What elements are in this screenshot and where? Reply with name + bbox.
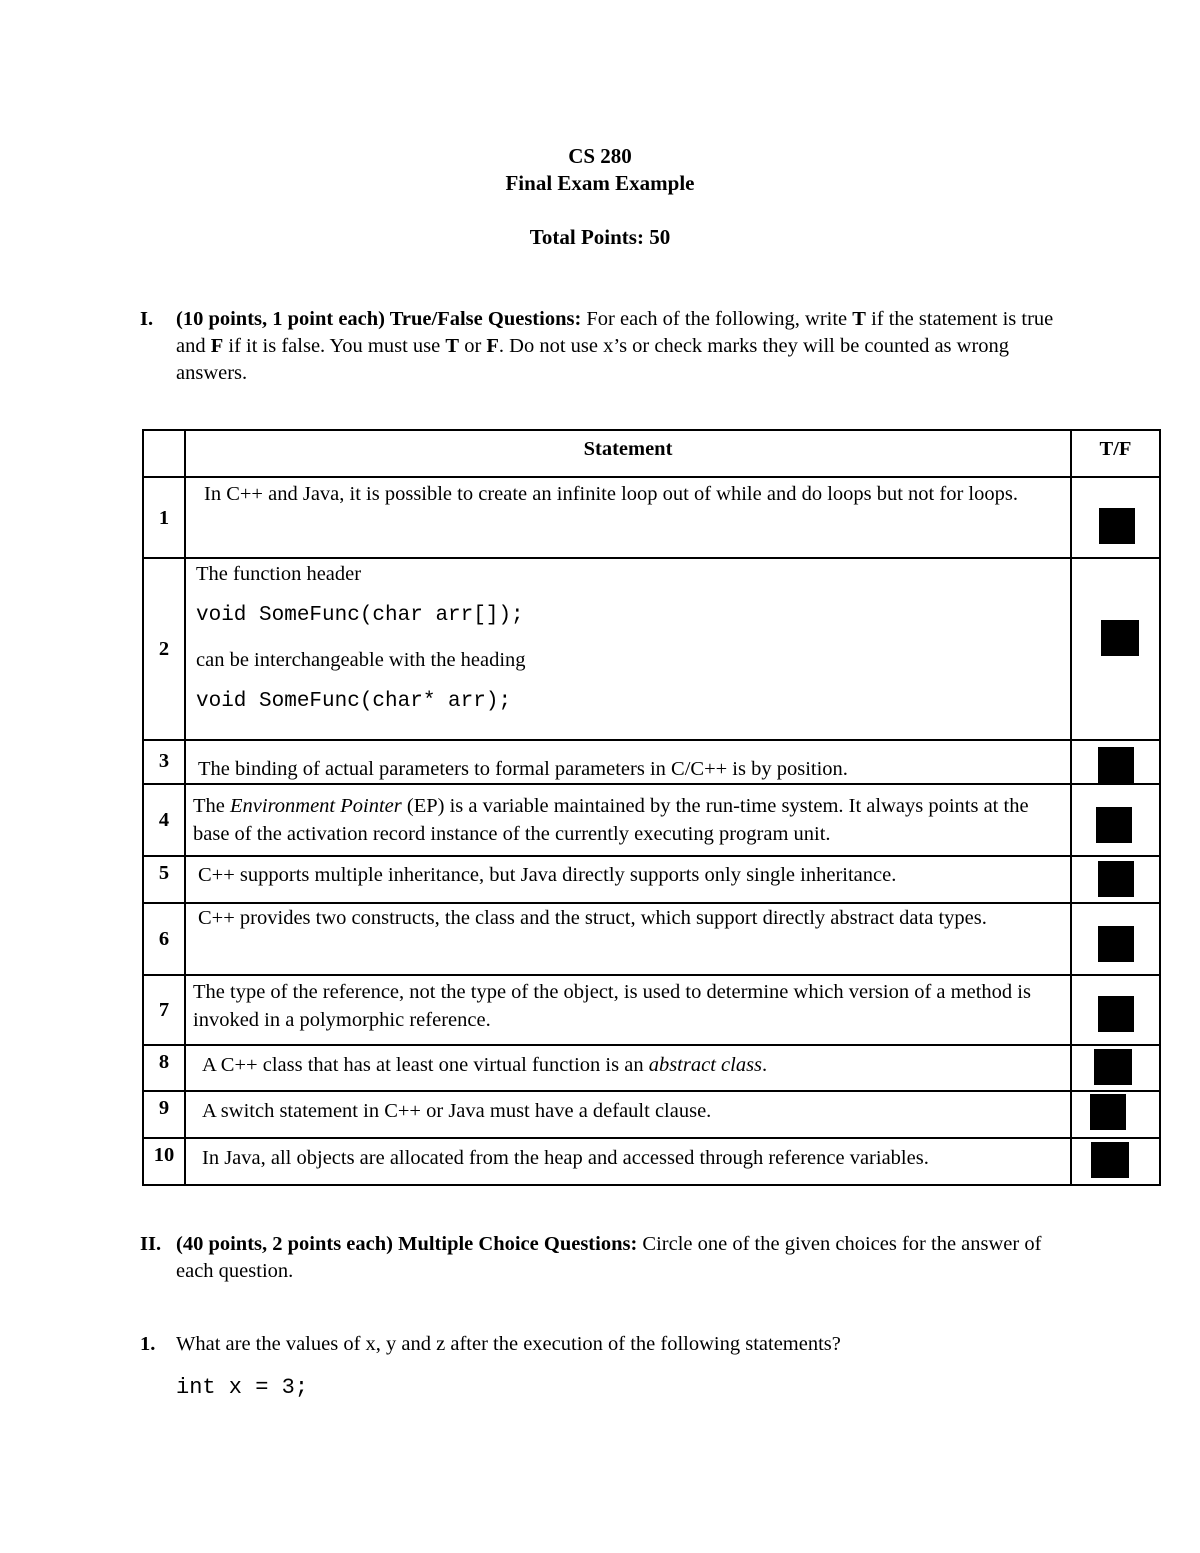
table-row bbox=[143, 1091, 1160, 1138]
question-text: What are the values of x, y and z after the execution of the following statements? bbox=[176, 1333, 841, 1355]
table-row bbox=[143, 856, 1160, 903]
statement-cell: The type of the reference, not the type of the object, is used to determine which version of a method is invoked in a polymorphic reference. bbox=[185, 975, 1071, 1045]
column-header-tf: T/F bbox=[1071, 430, 1160, 477]
section-2-numeral: II. bbox=[140, 1233, 162, 1255]
table-row bbox=[143, 784, 1160, 856]
redacted-answer bbox=[1099, 508, 1135, 544]
section-1-heading: (10 points, 1 point each) True/False Questions: bbox=[176, 308, 582, 330]
row-number: 10 bbox=[143, 1138, 185, 1185]
statement-cell: C++ supports multiple inheritance, but Java directly supports only single inheritance. bbox=[185, 856, 1071, 903]
redacted-answer bbox=[1090, 1094, 1126, 1130]
statement-cell: A C++ class that has at least one virtual function is an abstract class. bbox=[185, 1045, 1071, 1091]
statement-cell: The function header void SomeFunc(char arr[]); can be interchangeable with the heading void SomeFunc(char* arr); bbox=[185, 558, 1071, 740]
table-row bbox=[143, 558, 1160, 740]
redacted-answer bbox=[1098, 747, 1134, 783]
table-row bbox=[143, 1138, 1160, 1185]
column-header-statement: Statement bbox=[185, 430, 1071, 477]
answer-cell[interactable] bbox=[1071, 975, 1160, 1045]
section-2-instructions: II. (40 points, 2 points each) Multiple Choice Questions: Circle one of the given choices for the answer of each question. bbox=[140, 1233, 1042, 1282]
table-header-row bbox=[143, 430, 1160, 477]
section-2-heading: (40 points, 2 points each) Multiple Choice Questions: bbox=[176, 1233, 638, 1255]
statement-cell: In C++ and Java, it is possible to create an infinite loop out of while and do loops but not for loops. bbox=[185, 477, 1071, 558]
answer-cell[interactable] bbox=[1071, 784, 1160, 856]
answer-cell[interactable] bbox=[1071, 903, 1160, 975]
table-row bbox=[143, 903, 1160, 975]
row-number: 1 bbox=[143, 477, 185, 558]
code-line: void SomeFunc(char arr[]); bbox=[196, 604, 524, 627]
redacted-answer bbox=[1098, 926, 1134, 962]
table-row bbox=[143, 740, 1160, 784]
answer-cell[interactable] bbox=[1071, 1091, 1160, 1138]
answer-cell[interactable] bbox=[1071, 1138, 1160, 1185]
statement-cell: The Environment Pointer (EP) is a variable maintained by the run-time system. It always points at the base of the activation record instance of the currently executing program unit. bbox=[185, 784, 1071, 856]
row-number: 9 bbox=[143, 1091, 185, 1138]
question-1-code: int x = 3; bbox=[176, 1375, 309, 1400]
redacted-answer bbox=[1091, 1142, 1129, 1178]
question-number: 1. bbox=[140, 1333, 156, 1355]
redacted-answer bbox=[1101, 620, 1139, 656]
row-number: 2 bbox=[143, 558, 185, 740]
redacted-answer bbox=[1098, 861, 1134, 897]
true-false-table bbox=[142, 429, 1161, 1186]
row-number: 5 bbox=[143, 856, 185, 903]
section-1-numeral: I. bbox=[140, 308, 154, 330]
code-line: void SomeFunc(char* arr); bbox=[196, 690, 512, 713]
redacted-answer bbox=[1094, 1049, 1132, 1085]
answer-cell[interactable] bbox=[1071, 856, 1160, 903]
statement-cell: In Java, all objects are allocated from the heap and accessed through reference variables. bbox=[185, 1138, 1071, 1185]
question-1 bbox=[140, 1331, 1070, 1358]
statement-cell: The binding of actual parameters to formal parameters in C/C++ is by position. bbox=[185, 740, 1071, 784]
table-row bbox=[143, 1045, 1160, 1091]
table-row bbox=[143, 477, 1160, 558]
answer-cell[interactable] bbox=[1071, 558, 1160, 740]
statement-cell: A switch statement in C++ or Java must have a default clause. bbox=[185, 1091, 1071, 1138]
answer-cell[interactable] bbox=[1071, 740, 1160, 784]
statement-cell: C++ provides two constructs, the class and the struct, which support directly abstract data types. bbox=[185, 903, 1071, 975]
redacted-answer bbox=[1098, 996, 1134, 1032]
answer-cell[interactable] bbox=[1071, 477, 1160, 558]
answer-cell[interactable] bbox=[1071, 1045, 1160, 1091]
row-number: 6 bbox=[143, 903, 185, 975]
total-points: Total Points: 50 bbox=[529, 225, 671, 249]
row-number: 3 bbox=[143, 740, 185, 784]
row-number: 7 bbox=[143, 975, 185, 1045]
row-number: 8 bbox=[143, 1045, 185, 1091]
table-row bbox=[143, 975, 1160, 1045]
row-number: 4 bbox=[143, 784, 185, 856]
course-title: CS 280 bbox=[568, 144, 632, 168]
redacted-answer bbox=[1096, 807, 1132, 843]
section-1-instructions: I. (10 points, 1 point each) True/False Questions: For each of the following, write T if the statement is true and F if it is false. You must use T or F. Do not use x’s or check marks they will be counted as wrong answers. bbox=[140, 308, 1054, 384]
exam-title: Final Exam Example bbox=[505, 171, 695, 195]
